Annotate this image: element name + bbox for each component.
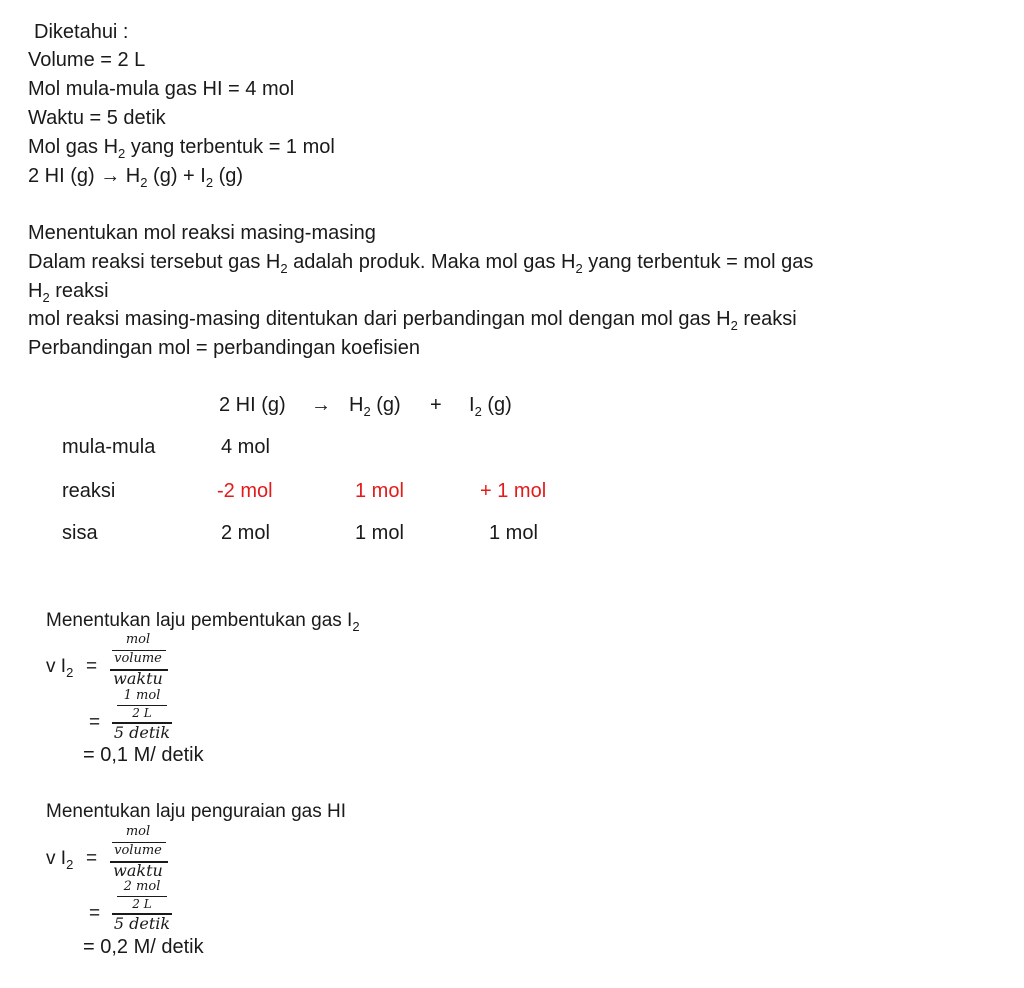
rate-i2-num2: 1 mol [123, 688, 161, 703]
known-time: Waktu = 5 detik [28, 107, 166, 129]
row-label-initial: mula-mula [62, 436, 156, 458]
method-line-3: mol reaksi masing-masing ditentukan dari perbandingan mol dengan mol gas $H_2$ reaksi [28, 308, 797, 333]
row-label-remaining: sisa [62, 522, 98, 544]
rate-hi-den: volume [114, 843, 162, 858]
header-plus: + [430, 394, 442, 416]
known-h2-formed: Mol gas $H_2$ yang terbentuk = 1 mol [28, 136, 335, 161]
rate-i2-heading: Menentukan laju pembentukan gas $I_2$ [46, 610, 360, 634]
row-reaction-hi: -2 mol [217, 480, 273, 502]
rate-hi-num2: 2 mol [123, 879, 161, 894]
known-initial-mol: Mol mula-mula gas HI = 4 mol [28, 78, 295, 100]
row-initial-hi: 4 mol [221, 436, 270, 458]
rate-hi-result: = 0,2 M/ detik [83, 936, 204, 958]
rate-i2-result: = 0,1 M/ detik [83, 744, 204, 766]
rate-hi-lhs: v $I_2$ [46, 848, 74, 872]
rate-hi-heading: Menentukan laju penguraian gas HI [46, 801, 346, 822]
rate-i2-den2: 2 L [132, 706, 152, 720]
rate-i2-den: volume [114, 651, 162, 666]
header-h2: $H_2$ (g) [349, 394, 401, 419]
rate-hi-den2: 2 L [132, 897, 152, 911]
method-line-4: Perbandingan mol = perbandingan koefisien [28, 337, 420, 359]
known-volume: Volume = 2 L [28, 49, 146, 71]
rate-hi-num: mol [125, 824, 151, 839]
row-remaining-hi: 2 mol [221, 522, 270, 544]
header-i2: $I_2$ (g) [469, 394, 512, 419]
method-line-2: $H_2$ reaksi [28, 280, 109, 305]
method-line-1: Dalam reaksi tersebut gas $H_2$ adalah produk. Maka mol gas $H_2$ yang terbentuk = mol gas [28, 251, 814, 276]
row-label-reaction: reaksi [62, 480, 116, 502]
known-heading: Diketahui : [34, 21, 129, 43]
row-reaction-h2: 1 mol [355, 480, 404, 502]
row-remaining-i2: 1 mol [489, 522, 538, 544]
header-hi: 2 HI (g) [219, 394, 286, 416]
header-arrow: → [311, 394, 331, 416]
rate-i2-outer-den: waktu [113, 669, 163, 688]
rate-hi-outer-den2: 5 detik [113, 914, 171, 933]
rate-i2-outer-den2: 5 detik [113, 723, 171, 742]
row-remaining-h2: 1 mol [355, 522, 404, 544]
rate-i2-num: mol [125, 632, 151, 647]
row-reaction-i2: + 1 mol [480, 480, 547, 502]
rate-i2-lhs: v $I_2$ [46, 656, 74, 680]
rate-i2-equals-1: = [86, 656, 98, 677]
reaction-equation: 2 HI $(g) \to H_2$ $(g) + I_2$ (g) [28, 165, 244, 190]
rate-hi-equals-2: = [89, 903, 101, 924]
rate-hi-outer-den: waktu [113, 861, 163, 880]
rate-hi-equals-1: = [86, 848, 98, 869]
method-heading: Menentukan mol reaksi masing-masing [28, 222, 376, 244]
rate-i2-equals-2: = [89, 712, 101, 733]
